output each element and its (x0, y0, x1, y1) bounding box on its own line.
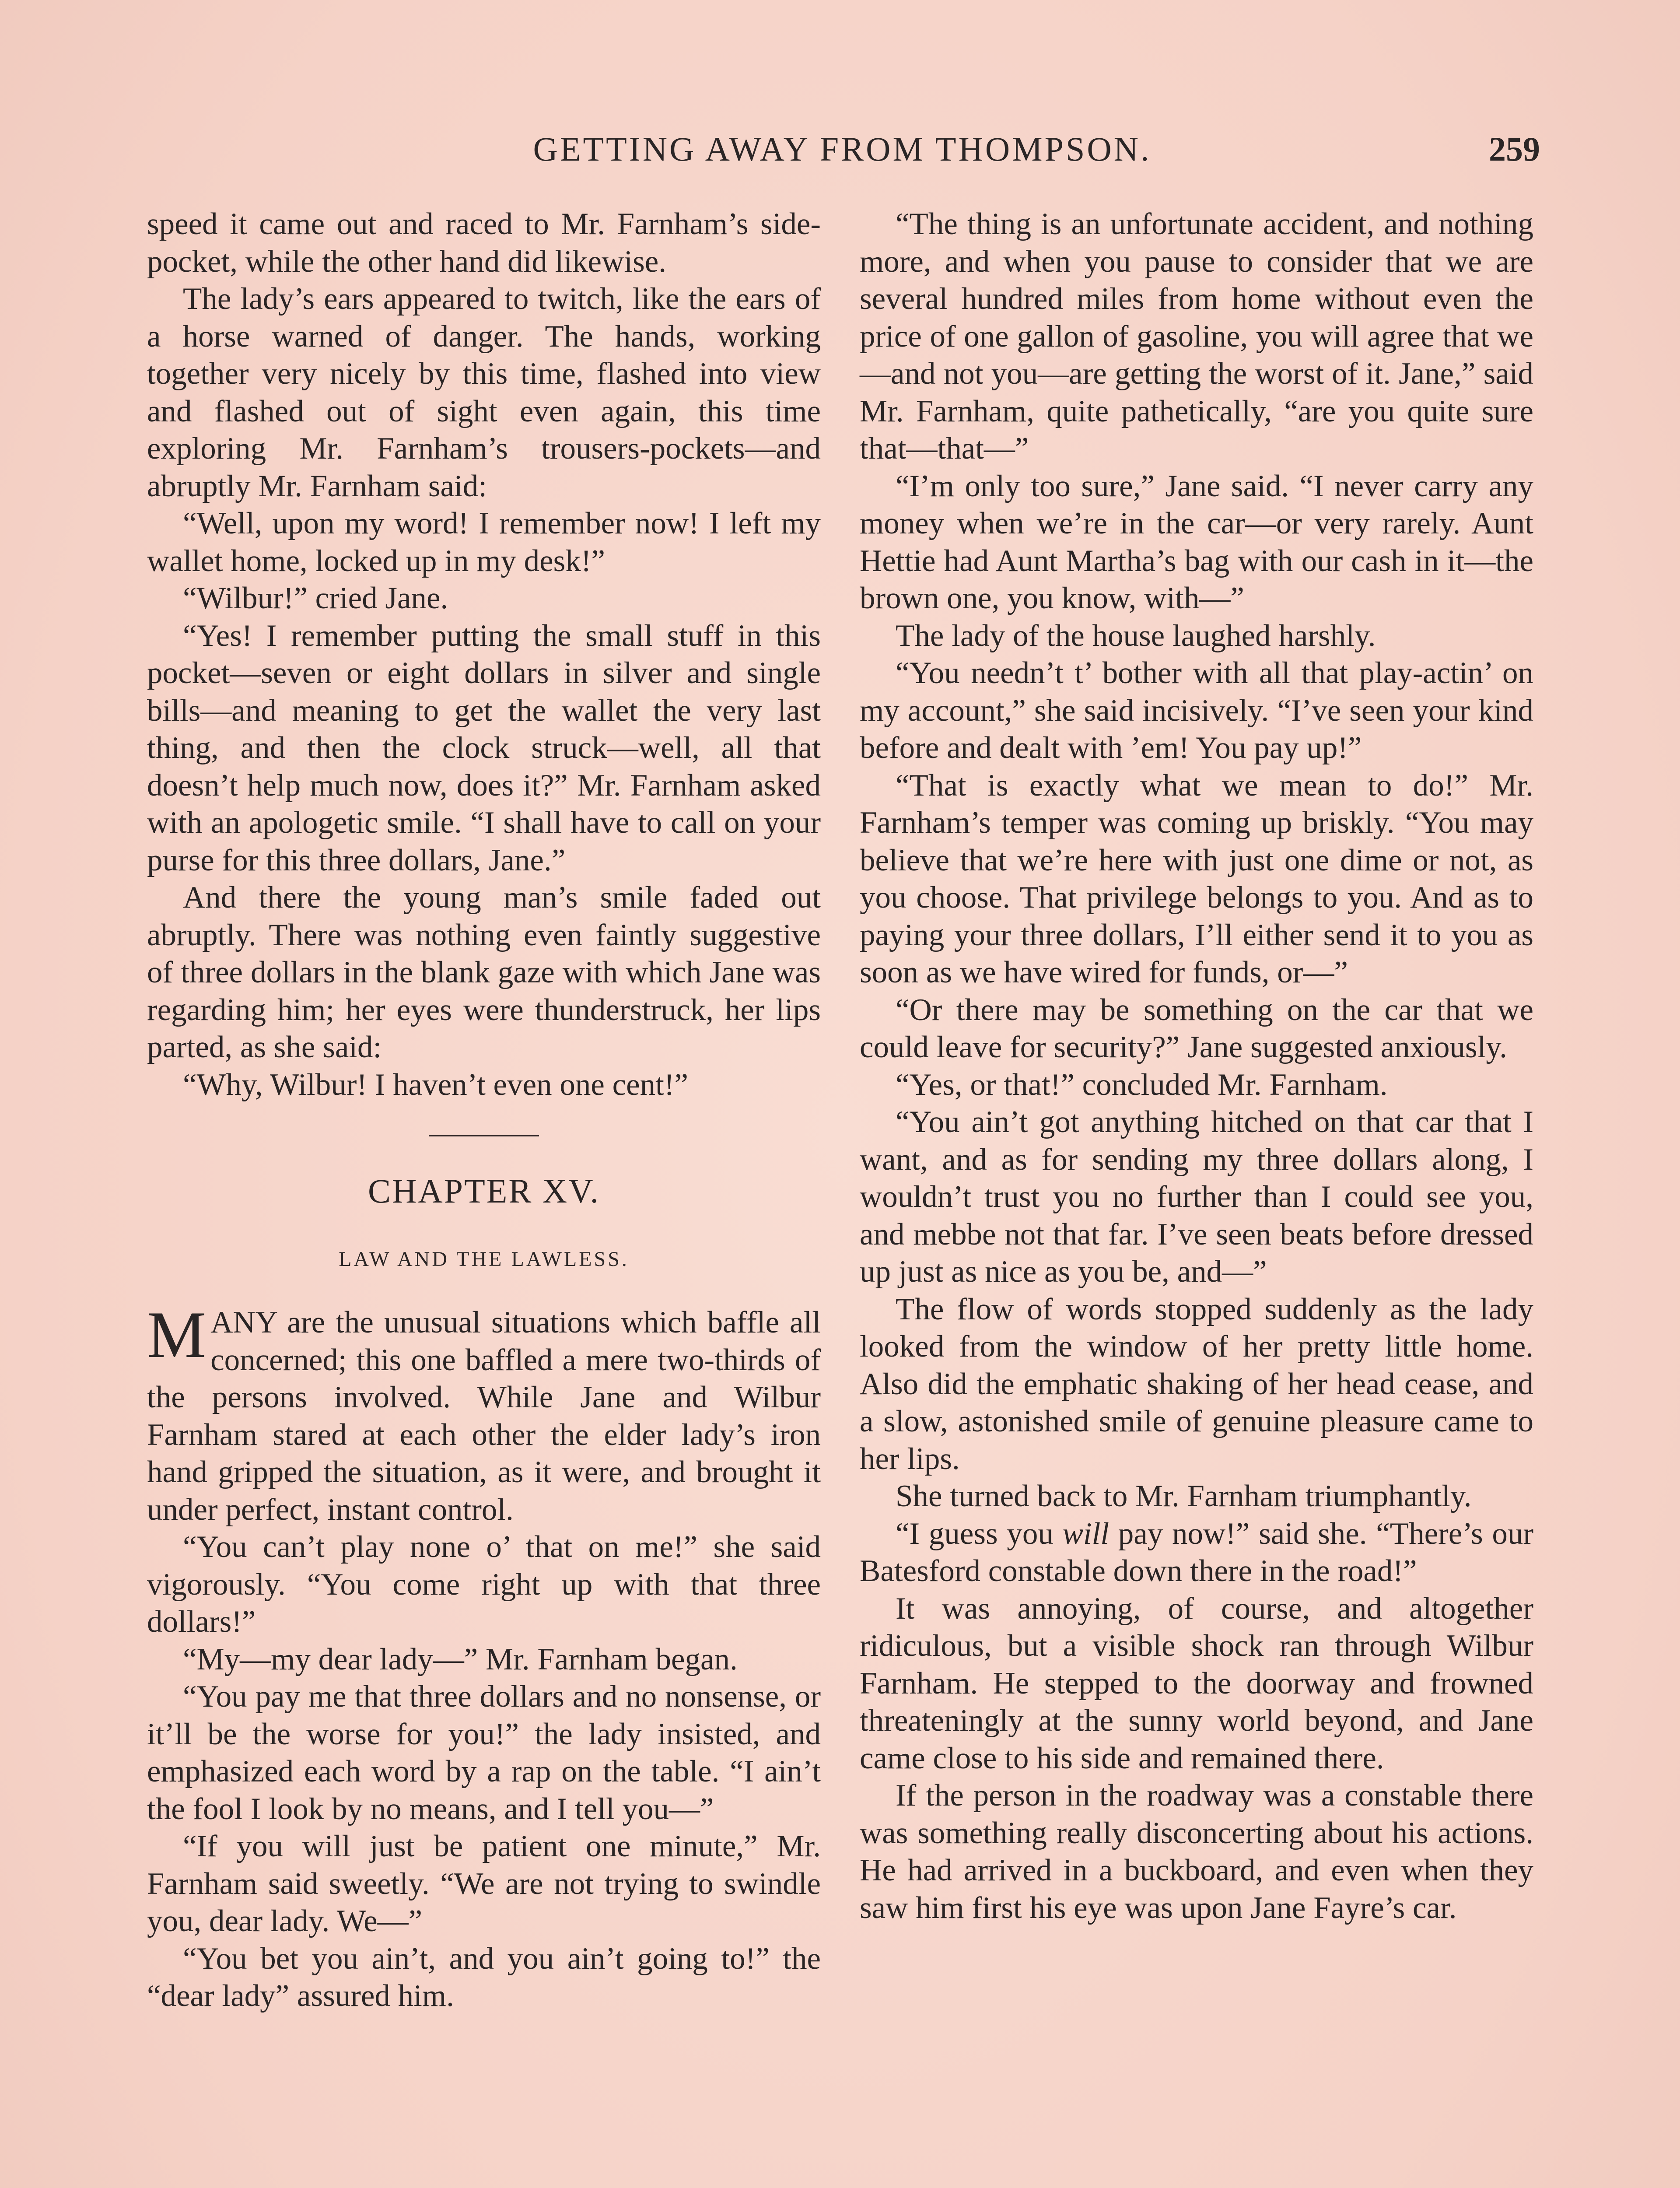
paragraph: “You pay me that three dollars and no nonsense, or it’ll be the worse for you!” the lady insisted, and emphasized each word by a rap on the table. “I ain’t the fool I look by no means, and I tell you—” (147, 1680, 821, 1826)
paragraph: “Or there may be something on the car that we could leave for security?” Jane suggested anxiously. (860, 992, 1533, 1064)
left-column (147, 206, 821, 2015)
section-divider (429, 1135, 539, 1136)
paragraph: “You needn’t t’ bother with all that play-actin’ on my account,” she said incisively. “I’ve seen your kind before and dealt with ’em! You pay up!” (860, 656, 1533, 765)
chapter-subtitle: LAW AND THE LAWLESS. (339, 1247, 629, 1271)
paragraph: “Well, upon my word! I remember now! I left my wallet home, locked up in my desk!” (147, 506, 821, 578)
paragraph: “If you will just be patient one minute,” Mr. Farnham said sweetly. “We are not trying to swindle you, dear lady. We—” (147, 1829, 821, 1938)
paragraph: “The thing is an unfortunate accident, and nothing more, and when you pause to consider that we are several hundred miles from home without even the price of one gallon of gasoline, you will agree that we—and not you—are getting the worst of it. Jane,” said Mr. Farnham, quite pathetically, “are you quite sure that—that—” (860, 207, 1533, 466)
right-column (860, 206, 1533, 1927)
paragraph (860, 1515, 1533, 1590)
page-number: 259 (1489, 130, 1540, 168)
paragraph: “Why, Wilbur! I haven’t even one cent!” (183, 1067, 688, 1102)
page-header (144, 130, 1540, 178)
paragraph: “You ain’t got anything hitched on that car that I want, and as for sending my three dollars along, I wouldn’t trust you no further than I could see you, and mebbe not that far. I’ve seen beats before dressed up just as nice as you be, and—” (860, 1105, 1533, 1289)
running-title: GETTING AWAY FROM THOMPSON. (533, 130, 1152, 168)
paragraph: “I’m only too sure,” Jane said. “I never carry any money when we’re in the car—or very rarely. Aunt Hettie had Aunt Martha’s bag with our cash in it—the brown one, you know, with—” (860, 469, 1533, 615)
paragraph: The flow of words stopped suddenly as the lady looked from the window of her pretty little home. Also did the emphatic shaking of her head cease, and a slow, astonished smile of genuine pleasure came to her lips. (860, 1292, 1533, 1476)
drop-cap: M (147, 1298, 206, 1371)
paragraph: The lady of the house laughed harshly. (896, 618, 1376, 653)
paragraph: “You bet you ain’t, and you ain’t going to!” the “dear lady” assured him. (147, 1941, 821, 2013)
paragraph-text: “I guess you (896, 1516, 1063, 1551)
paragraph: “Yes! I remember putting the small stuff in this pocket—seven or eight dollars in silver and single bills—and meaning to get the wallet the very last thing, and then the clock struck—well, all that doesn’t help much now, does it?” Mr. Farnham asked with an apologetic smile. “I shall have to call on your purse for this three dollars, Jane.” (147, 618, 821, 877)
paragraph: It was annoying, of course, and altogether ridiculous, but a visible shock ran through Wilbur Farnham. He stepped to the doorway and frowned threateningly at the sunny world beyond, and Jane came close to his side and remained there. (860, 1591, 1533, 1775)
paragraph: speed it came out and raced to Mr. Farnham’s side-pocket, while the other hand did likewise. (147, 207, 821, 279)
paragraph: “Wilbur!” cried Jane. (183, 581, 448, 615)
paragraph: She turned back to Mr. Farnham triumphantly. (896, 1479, 1472, 1513)
paragraph: The lady’s ears appeared to twitch, like the ears of a horse warned of danger. The hands, working together very nicely by this time, flashed into view and flashed out of sight even again, this time exploring Mr. Farnham’s trousers-pockets—and abruptly Mr. Farnham said: (147, 282, 821, 503)
paragraph-text: pay now!” said she. “There’s our Batesford constable down there in the road!” (860, 1516, 1533, 1588)
paragraph-text: ANY are the unusual situations which baffle all concerned; this one baffled a mere two-thirds of the persons involved. While Jane and Wilbur Farnham stared at each other the elder lady’s iron hand gripped the situation, as it were, and brought it under perfect, instant control. (147, 1305, 821, 1527)
paragraph: “My—my dear lady—” Mr. Farnham began. (183, 1642, 738, 1676)
paragraph: “You can’t play none o’ that on me!” she said vigorously. “You come right up with that three dollars!” (147, 1530, 821, 1639)
emphasized-word: will (1062, 1516, 1110, 1551)
paragraph: If the person in the roadway was a constable there was something really disconcerting about his actions. He had arrived in a buckboard, and even when they saw him first his eye was upon Jane Fayre’s car. (860, 1778, 1533, 1925)
paragraph: And there the young man’s smile faded out abruptly. There was nothing even faintly suggestive of three dollars in the blank gaze with which Jane was regarding him; her eyes were thunderstruck, her lips parted, as she said: (147, 880, 821, 1064)
paragraph: “Yes, or that!” concluded Mr. Farnham. (896, 1067, 1388, 1102)
chapter-opening-paragraph (147, 1298, 821, 1529)
chapter-title: CHAPTER XV. (368, 1172, 600, 1210)
paragraph: “That is exactly what we mean to do!” Mr. Farnham’s temper was coming up briskly. “You may believe that we’re here with just one dime or not, as you choose. That privilege belongs to you. And as to paying your three dollars, I’ll either send it to you as soon as we have wired for funds, or—” (860, 768, 1533, 989)
